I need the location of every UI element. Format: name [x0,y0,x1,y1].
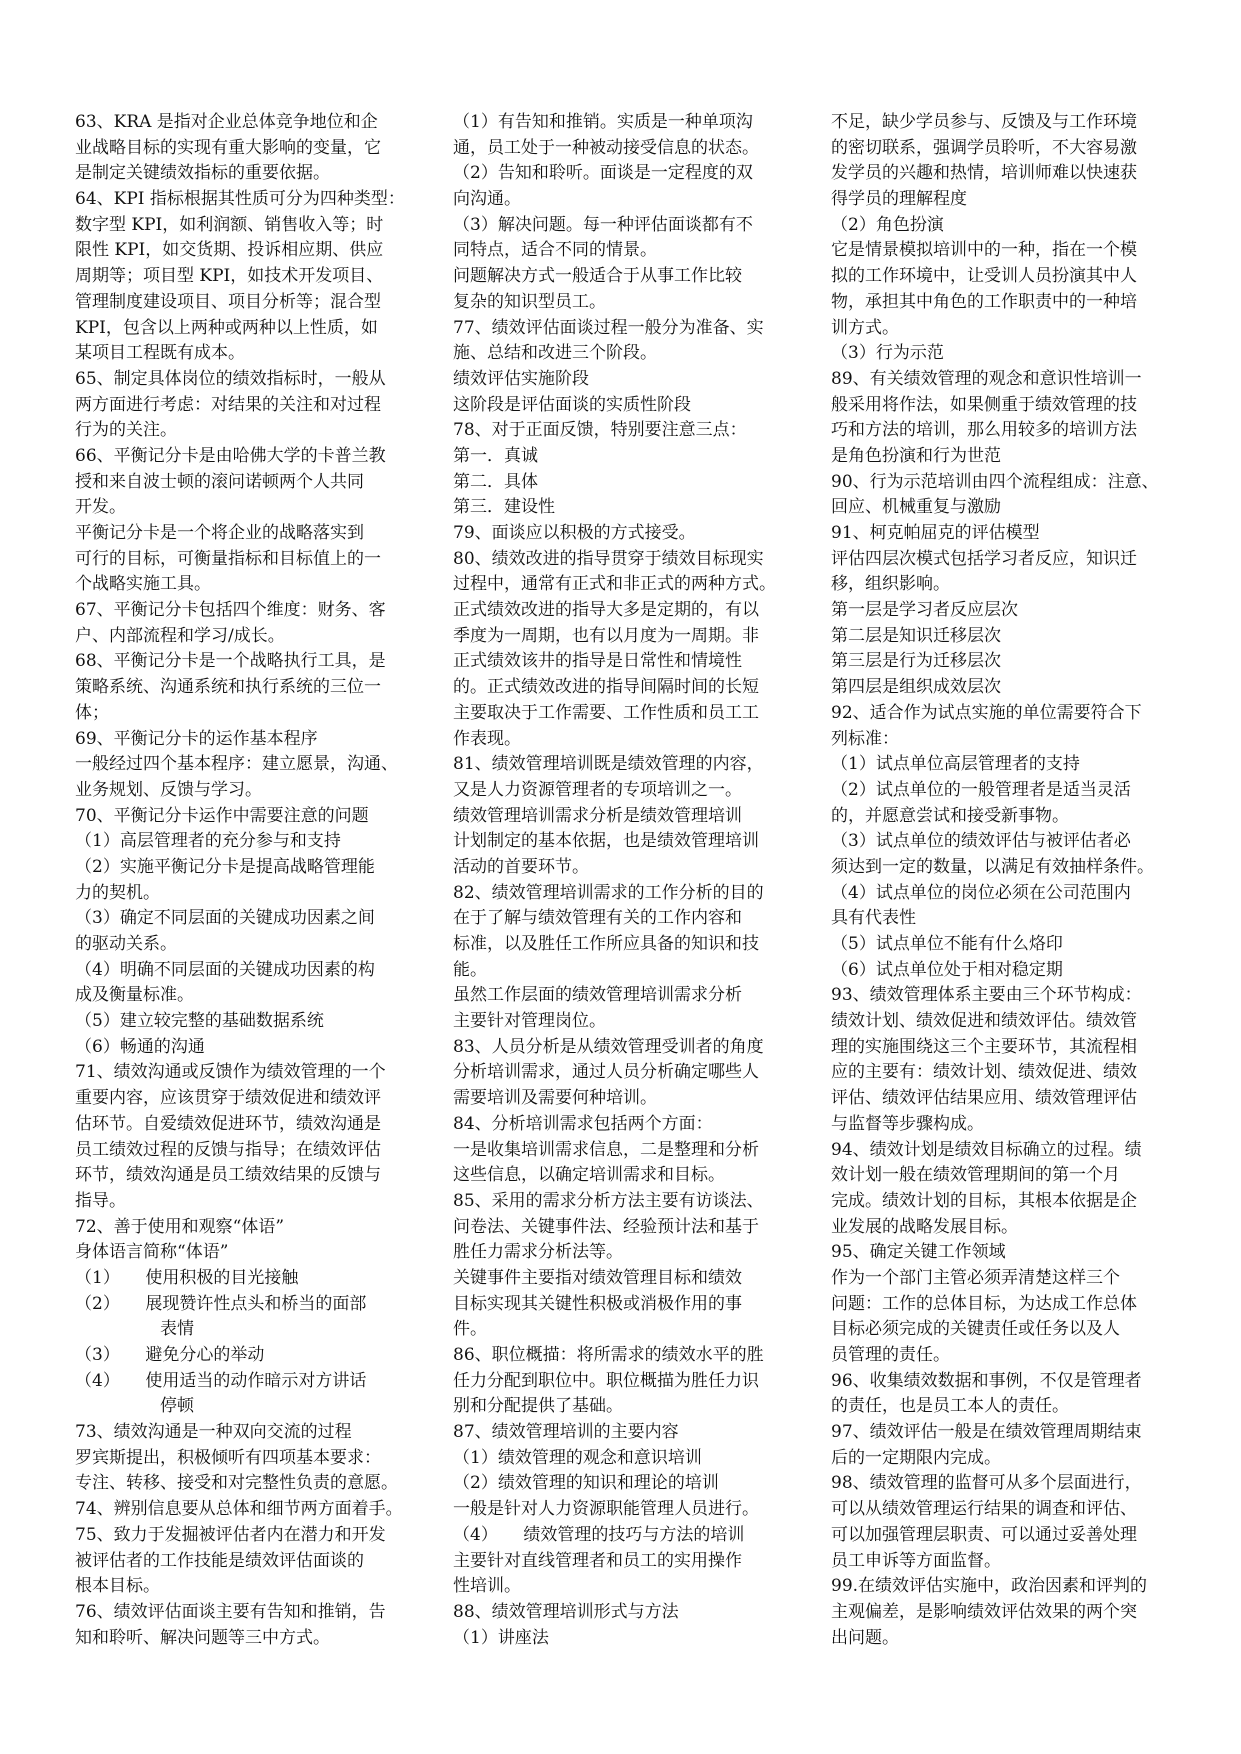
text-line: （2）告知和聆听。面谈是一定程度的双 [453,163,753,184]
text-line: （1）有告知和推销。实质是一种单项沟 [453,112,753,132]
text-line: 第一层是学习者反应层次 [831,600,1018,621]
text-line: 施、总结和改进三个阶段。 [453,343,657,364]
text-line: 专注、转移、接受和对完整性负责的意愿。 [75,1473,398,1494]
text-line: 策略系统、沟通系统和执行系统的三位一 [75,677,381,698]
text-line: 员工申诉等方面监督。 [831,1550,1001,1571]
text-line: 须达到一定的数量，以满足有效抽样条件。 [831,856,1154,877]
text-line: 69、平衡记分卡的运作基本程序 [75,728,318,749]
text-line: 员管理的责任。 [831,1345,950,1365]
text-line: 绩效评估实施阶段 [453,368,589,389]
text-line: 98、绩效管理的监督可从多个层面进行， [831,1473,1142,1494]
text-line: （2）角色扮演 [831,214,944,235]
text-line: 94、绩效计划是绩效目标确立的过程。绩 [831,1139,1142,1160]
text-line: 一是收集培训需求信息，二是整理和分析 [453,1139,759,1160]
text-line: 75、致力于发掘被评估者内在潜力和开发 [75,1524,386,1545]
text-line: 停顿 [75,1396,194,1417]
text-line: （2）试点单位的一般管理者是适当灵活 [831,779,1131,800]
text-line: 训方式。 [831,317,899,338]
text-line: 业战略目标的实现有重大影响的变量，它 [75,137,381,158]
text-line: 又是人力资源管理者的专项培训之一。 [453,779,742,800]
text-line: 76、绩效评估面谈主要有告知和推销，告 [75,1601,386,1622]
text-line: （5）建立较完整的基础数据系统 [75,1011,324,1032]
text-line: 可以加强管理层职责、可以通过妥善处理 [831,1524,1137,1545]
text-line: 85、采用的需求分析方法主要有访谈法、 [453,1190,764,1211]
text-line: 目标实现其关键性积极或消极作用的事 [453,1293,742,1314]
text-line: 68、平衡记分卡是一个战略执行工具，是 [75,651,386,672]
text-line: 得学员的理解程度 [831,189,967,210]
text-line: （6）畅通的沟通 [75,1036,205,1057]
text-line: 活动的首要环节。 [453,856,589,877]
text-line: 与监督等步骤构成。 [831,1113,984,1134]
text-line: 作表现。 [453,728,521,749]
text-line: 体； [75,702,109,723]
text-line: 出问题。 [831,1627,899,1648]
text-line: 行为的关注。 [75,420,177,441]
text-line: 一般经过四个基本程序：建立愿景，沟通、 [75,754,398,775]
text-line: 别和分配提供了基础。 [453,1396,623,1417]
text-line: （2）实施平衡记分卡是提高战略管理能 [75,856,375,877]
text-line: 95、确定关键工作领域 [831,1242,1006,1263]
text-line: 环节，绩效沟通是员工绩效结果的反馈与 [75,1165,381,1186]
text-line: 第一．真诚 [453,445,538,466]
text-line: 员工绩效过程的反馈与指导；在绩效评估 [75,1139,381,1160]
text-line: 主要针对直线管理者和员工的实用操作 [453,1550,742,1571]
text-line: 83、人员分析是从绩效管理受训者的角度 [453,1036,764,1057]
text-line: 81、绩效管理培训既是绩效管理的内容， [453,754,764,775]
text-line: 70、平衡记分卡运作中需要注意的问题 [75,805,369,826]
text-line: 可行的目标，可衡量指标和目标值上的一 [75,548,381,569]
text-line: 列标准： [831,728,899,749]
text-column-right [831,110,1169,1651]
text-line: 理的实施围绕这三个主要环节，其流程相 [831,1036,1137,1057]
text-line: 可以从绩效管理运行结果的调查和评估、 [831,1499,1137,1520]
text-line: 97、绩效评估一般是在绩效管理周期结束 [831,1422,1142,1443]
text-line: （5）试点单位不能有什么烙印 [831,934,1063,954]
text-line: 的驱动关系。 [75,934,177,954]
text-line: 96、收集绩效数据和事例，不仅是管理者 [831,1370,1142,1391]
text-line: 作为一个部门主管必须弄清楚这样三个 [831,1267,1120,1288]
text-line: 它是情景模拟培训中的一种，指在一个模 [831,240,1137,261]
text-line: 发学员的兴趣和热情，培训师难以快速获 [831,163,1137,184]
text-line: （2） 展现赞许性点头和桥当的面部 [75,1293,367,1314]
text-line: 65、制定具体岗位的绩效指标时，一般从 [75,368,386,389]
text-line: 正式绩效改进的指导大多是定期的，有以 [453,600,759,621]
text-line: 87、绩效管理培训的主要内容 [453,1422,679,1443]
text-line: （1）试点单位高层管理者的支持 [831,754,1080,775]
text-line: 效计划一般在绩效管理期间的第一个月 [831,1165,1120,1186]
text-line: 个战略实施工具。 [75,574,211,595]
text-line: （3）确定不同层面的关键成功因素之间 [75,908,375,929]
text-line: 户、内部流程和学习/成长。 [75,625,285,646]
text-line: 一般是针对人力资源职能管理人员进行。 [453,1499,759,1520]
text-line: 92、适合作为试点实施的单位需要符合下 [831,702,1142,723]
text-line: 84、分析培训需求包括两个方面： [453,1113,713,1134]
text-line: 指导。 [75,1190,126,1211]
text-line: 80、绩效改进的指导贯穿于绩效目标现实 [453,548,764,569]
text-line: 两方面进行考虑：对结果的关注和对过程 [75,394,381,415]
text-line: 问题：工作的总体目标，为达成工作总体 [831,1293,1137,1314]
text-line: 93、绩效管理体系主要由三个环节构成： [831,985,1142,1006]
text-line: 向沟通。 [453,189,521,210]
text-line: 物，承担其中角色的工作职责中的一种培 [831,291,1137,312]
text-line: （3）试点单位的绩效评估与被评估者必 [831,831,1131,852]
text-line: 86、职位概描：将所需求的绩效水平的胜 [453,1345,764,1365]
text-line: 这些信息，以确定培训需求和目标。 [453,1165,725,1186]
text-line: KPI，包含以上两种或两种以上性质，如 [75,317,378,338]
text-line: 季度为一周期，也有以月度为一周期。非 [453,625,759,646]
text-line: 标准，以及胜任工作所应具备的知识和技 [453,934,759,954]
text-line: 身体语言简称“体语” [75,1242,229,1263]
text-line: （3）行为示范 [831,343,944,364]
text-line: 胜任力需求分析法等。 [453,1242,623,1263]
text-line: 主要取决于工作需要、工作性质和员工工 [453,702,759,723]
text-line: 业务规划、反馈与学习。 [75,779,262,800]
text-line: 般采用将作法，如果侧重于绩效管理的技 [831,394,1137,415]
text-line: 周期等；项目型 KPI，如技术开发项目、 [75,266,384,287]
text-line: （3） 避免分心的举动 [75,1345,265,1365]
text-line: 90、行为示范培训由四个流程组成：注意、 [831,471,1159,492]
text-line: 计划制定的基本依据，也是绩效管理培训 [453,831,759,852]
text-line: 件。 [453,1319,487,1340]
text-line: 第二．具体 [453,471,538,492]
text-line: 知和聆听、解决问题等三中方式。 [75,1627,330,1648]
text-line: 的责任，也是员工本人的责任。 [831,1396,1069,1417]
text-line: 重要内容，应该贯穿于绩效促进和绩效评 [75,1088,381,1109]
text-column-middle [453,110,791,1651]
text-line: 问卷法、关键事件法、经验预计法和基于 [453,1216,759,1237]
text-line: 第四层是组织成效层次 [831,677,1001,698]
text-line: （4） 绩效管理的技巧与方法的培训 [453,1524,745,1545]
text-line: （1） 使用积极的目光接触 [75,1267,299,1288]
text-line: 关键事件主要指对绩效管理目标和绩效 [453,1267,742,1288]
text-line: 在于了解与绩效管理有关的工作内容和 [453,908,742,929]
text-line: 力的契机。 [75,882,160,903]
text-line: 数字型 KPI，如利润额、销售收入等；时 [75,214,384,235]
text-line: 正式绩效该井的指导是日常性和情境性 [453,651,742,672]
text-line: 性培训。 [453,1576,521,1597]
text-line: 应的主要有：绩效计划、绩效促进、绩效 [831,1062,1137,1083]
text-line: 77、绩效评估面谈过程一般分为准备、实 [453,317,764,338]
text-line: 的，并愿意尝试和接受新事物。 [831,805,1069,826]
text-line: 不足，缺少学员参与、反馈及与工作环境 [831,112,1137,132]
text-line: 能。 [453,959,487,980]
text-line: 的。正式绩效改进的指导间隔时间的长短 [453,677,759,698]
text-line: 被评估者的工作技能是绩效评估面谈的 [75,1550,364,1571]
text-line: 拟的工作环境中，让受训人员扮演其中人 [831,266,1137,287]
text-line: （1）高层管理者的充分参与和支持 [75,831,341,852]
text-line: 过程中，通常有正式和非正式的两种方式。 [453,574,776,595]
text-line: 是制定关键绩效指标的重要依据。 [75,163,330,184]
text-line: 73、绩效沟通是一种双向交流的过程 [75,1422,352,1443]
text-line: 第二层是知识迁移层次 [831,625,1001,646]
text-line: 第三．建设性 [453,497,555,518]
text-line: 72、善于使用和观察“体语” [75,1216,285,1237]
text-line: 91、柯克帕屈克的评估模型 [831,523,1040,543]
text-line: 回应、机械重复与激励 [831,497,1001,518]
text-line: 主要针对管理岗位。 [453,1011,606,1032]
text-line: （6）试点单位处于相对稳定期 [831,959,1063,980]
text-line: 63、KRA 是指对企业总体竞争地位和企 [75,112,378,132]
text-line: 任力分配到职位中。职位概描为胜任力识 [453,1370,759,1391]
text-line: 71、绩效沟通或反馈作为绩效管理的一个 [75,1062,386,1083]
text-line: 平衡记分卡是一个将企业的战略落实到 [75,523,364,543]
text-line: 评估、绩效评估结果应用、绩效管理评估 [831,1088,1137,1109]
text-line: （2）绩效管理的知识和理论的培训 [453,1473,719,1494]
text-line: 第三层是行为迁移层次 [831,651,1001,672]
text-line: 88、绩效管理培训形式与方法 [453,1601,679,1622]
text-line: （3）解决问题。每一种评估面谈都有不 [453,214,753,235]
text-line: 成及衡量标准。 [75,985,194,1006]
text-line: 这阶段是评估面谈的实质性阶段 [453,394,691,415]
text-line: 的密切联系，强调学员聆听，不大容易激 [831,137,1137,158]
text-line: 绩效计划、绩效促进和绩效评估。绩效管 [831,1011,1137,1032]
text-line: 主观偏差，是影响绩效评估效果的两个突 [831,1601,1137,1622]
text-line: 根本目标。 [75,1576,160,1597]
text-line: 绩效管理培训需求分析是绩效管理培训 [453,805,742,826]
text-line: 移，组织影响。 [831,574,950,595]
text-line: 64、KPI 指标根据其性质可分为四种类型： [75,189,405,210]
text-line: 具有代表性 [831,908,916,929]
text-line: 89、有关绩效管理的观念和意识性培训一 [831,368,1142,389]
text-line: 分析培训需求，通过人员分析确定哪些人 [453,1062,759,1083]
text-line: 需要培训及需要何种培训。 [453,1088,657,1109]
text-line: 虽然工作层面的绩效管理培训需求分析 [453,985,742,1006]
text-line: 82、绩效管理培训需求的工作分析的目的 [453,882,764,903]
text-line: 完成。绩效计划的目标，其根本依据是企 [831,1190,1137,1211]
text-line: 99.在绩效评估实施中，政治因素和评判的 [831,1576,1148,1597]
text-line: 同特点，适合不同的情景。 [453,240,657,261]
text-line: （4）试点单位的岗位必须在公司范围内 [831,882,1131,903]
text-column-left [75,110,413,1651]
text-line: 开发。 [75,497,126,518]
text-line: 复杂的知识型员工。 [453,291,606,312]
text-line: （1）绩效管理的观念和意识培训 [453,1447,702,1468]
text-line: 业发展的战略发展目标。 [831,1216,1018,1237]
text-line: 78、对于正面反馈，特别要注意三点： [453,420,747,441]
text-line: 66、平衡记分卡是由哈佛大学的卡普兰教 [75,445,386,466]
text-line: 估环节。自爱绩效促进环节，绩效沟通是 [75,1113,381,1134]
text-line: 限性 KPI，如交货期、投诉相应期、供应 [75,240,384,261]
text-line: 74、辨别信息要从总体和细节两方面着手。 [75,1499,403,1520]
text-line: 目标必须完成的关键责任或任务以及人 [831,1319,1120,1340]
text-line: 授和来自波士顿的滚问诺顿两个人共同 [75,471,364,492]
text-line: 巧和方法的培训，那么用较多的培训方法 [831,420,1137,441]
text-line: 某项目工程既有成本。 [75,343,245,364]
text-line: 79、面谈应以积极的方式接受。 [453,523,696,543]
text-line: 67、平衡记分卡包括四个维度：财务、客 [75,600,386,621]
text-line: 表情 [75,1319,194,1340]
text-line: 是角色扮演和行为世范 [831,445,1001,466]
text-line: 后的一定期限内完成。 [831,1447,1001,1468]
text-line: （4）明确不同层面的关键成功因素的构 [75,959,375,980]
text-line: 评估四层次模式包括学习者反应，知识迁 [831,548,1137,569]
text-line: （4） 使用适当的动作暗示对方讲话 [75,1370,367,1391]
text-line: 罗宾斯提出，积极倾听有四项基本要求： [75,1447,381,1468]
text-line: 管理制度建设项目、项目分析等；混合型 [75,291,381,312]
text-line: 问题解决方式一般适合于从事工作比较 [453,266,742,287]
text-line: 通，员工处于一种被动接受信息的状态。 [453,137,759,158]
text-line: （1）讲座法 [453,1627,549,1648]
